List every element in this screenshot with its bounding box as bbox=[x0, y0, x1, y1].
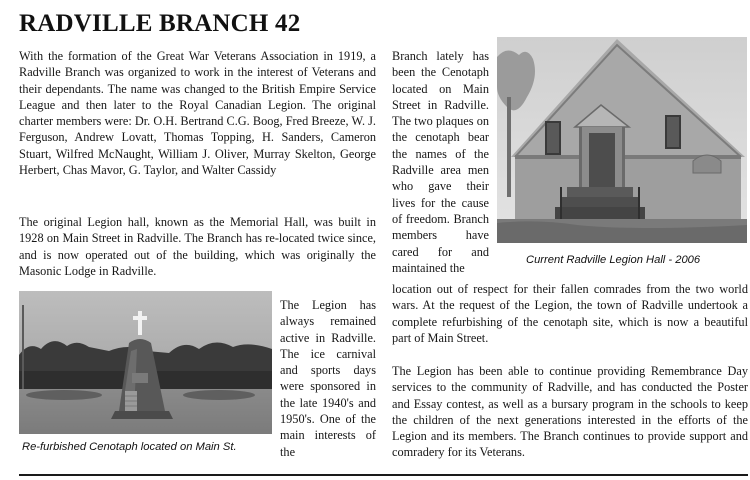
cenotaph-caption: Re-furbished Cenotaph located on Main St. bbox=[22, 441, 237, 453]
history-paragraph: With the formation of the Great War Veterans Association in 1919, a Radville Branch was organized to work in the interest of Veterans and their dependants. The name was changed to the British Empire Service League and then later to the Royal Canadian Legion. The original charter members were: Dr. O.H. Bertrand C.G. Boog, Fred Breeze, W. J. Ferguson, Andrew Lovatt, Thomas Topping, H. Sanders, Cameron Stuart, Wilfred McNaught, William J. Oliver, Murray Skelton, George Herbert, Chas Mavor, G. Taylor, and Walter Cassidy bbox=[19, 49, 376, 178]
remembrance-paragraph: The Legion has been able to continue providing Remembrance Day services to the community of Radville, and has conducted the Poster and Essay contest, as well as a bursary program in the schools to keep the children of the next generations interested in the efforts of the Legion and its members. The Branch continues to provide support and comradery for its Veterans. bbox=[392, 364, 748, 460]
cenotaph-paragraph: Branch lately has been the Cenotaph located on Main Street in Radville. The two plaques on the cenotaph bear the names of the Radville area men who gave their lives for the cause of freedom. Branch members have cared for and maintained the bbox=[392, 49, 489, 275]
legion-hall-paragraph: The original Legion hall, known as the Memorial Hall, was built in 1928 on Main Street in Radville. The Branch has re-located twice since, and is now operated out of the building, which was originally the Masonic Lodge in Radville. bbox=[19, 215, 376, 278]
refurbishing-paragraph: location out of respect for their fallen comrades from the two world wars. At the request of the Legion, the town of Radville undertook a complete refurbishing of the cenotaph site, which is now a beautiful part of Main Street. bbox=[392, 282, 748, 345]
legion-hall-photo bbox=[497, 37, 747, 243]
legion-hall-caption: Current Radville Legion Hall - 2006 bbox=[526, 254, 701, 266]
legion-activity-paragraph: The Legion has always remained active in Radville. The ice carnival and sports days were sponsored in the late 1940's and 1950's. One of the main interests of the bbox=[280, 298, 376, 459]
cenotaph-photo bbox=[19, 291, 272, 434]
bottom-divider bbox=[19, 474, 748, 476]
page-title: RADVILLE BRANCH 42 bbox=[19, 10, 301, 37]
